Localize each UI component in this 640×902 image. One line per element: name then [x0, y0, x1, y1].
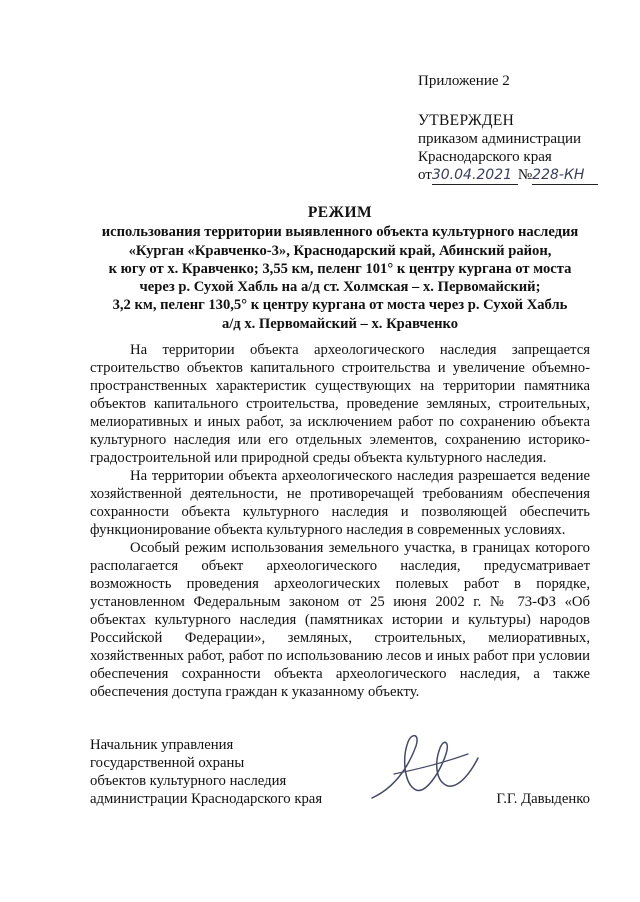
approval-stamp: [418, 72, 598, 185]
body-paragraph: На территории объекта археологического наследия запрещается строительство объектов капитального строительства и увеличение объемно-пространственных характеристик существующих на территории памятника объектов капитального строительства, проведение земляных, строительных, мелиоративных и иных работ, за исключением работ по сохранению объекта культурного наследия или его отдельных элементов, сохранению историко-градостроительной или природной среды объекта культурного наследия.: [90, 342, 590, 466]
handwritten-date: 30.04.2021: [431, 167, 513, 183]
body-paragraph: Особый режим использования земельного участка, в границах которого располагается объект археологического наследия, предусматривает возможность проведения археологических полевых работ в порядке, установленном Федеральным законом от 25 июня 2002 г. № 73-ФЗ «Об объектах культурного наследия (памятниках истории и культуры) народов Российской Федерации», земляных, строительных, мелиоративных, хозяйственных работ, работ по использованию лесов и иных работ при условии обеспечения сохранности объекта археологического наследия, а также обеспечения доступа граждан к указанному объекту.: [90, 540, 590, 700]
title-line: а/д х. Первомайский – х. Кравченко: [221, 315, 459, 332]
body-paragraph: На территории объекта археологического наследия разрешается ведение хозяйственной деятельности, не противоречащей требованиям обеспечения сохранности объекта культурного наследия и позволяющей обеспечить функционирование объекта культурного наследия в современных условиях.: [90, 468, 590, 538]
date-prefix: от: [418, 167, 432, 183]
signer-position-line: объектов культурного наследия: [90, 773, 287, 789]
title-line: к югу от х. Кравченко; 3,55 км, пеленг 101° к центру кургана от моста: [108, 260, 572, 277]
approved-by-line1: приказом администрации: [418, 131, 582, 147]
date-field: [432, 166, 518, 185]
title-line: использования территории выявленного объекта культурного наследия: [101, 224, 579, 241]
number-prefix: №: [517, 167, 533, 183]
signer-name: Г.Г. Давыденко: [496, 791, 590, 807]
document-title: РЕЖИМ: [307, 204, 373, 221]
approved-by-line2: Краснодарского края: [418, 149, 552, 165]
title-line: 3,2 км, пеленг 130,5° к центру кургана от моста через р. Сухой Хабль: [112, 297, 568, 314]
handwritten-signature: [364, 728, 482, 804]
document-body: [90, 341, 590, 701]
approval-date-line: [418, 166, 598, 185]
signer-position-line: государственной охраны: [90, 755, 245, 771]
title-line: «Курган «Кравченко-3», Краснодарский край, Абинский район,: [128, 242, 552, 259]
title-line: через р. Сухой Хабль на а/д ст. Холмская – х. Первомайский;: [139, 279, 541, 296]
signer-position-line: администрации Краснодарского края: [90, 791, 323, 807]
signer-position-line: Начальник управления: [90, 737, 234, 753]
number-field: [532, 166, 598, 185]
approved-label: УТВЕРЖДЕН: [418, 112, 515, 129]
appendix-label: Приложение 2: [418, 73, 510, 89]
handwritten-number: 228-КН: [532, 167, 585, 183]
document-title-block: [70, 204, 610, 333]
signature-block: [90, 736, 590, 808]
